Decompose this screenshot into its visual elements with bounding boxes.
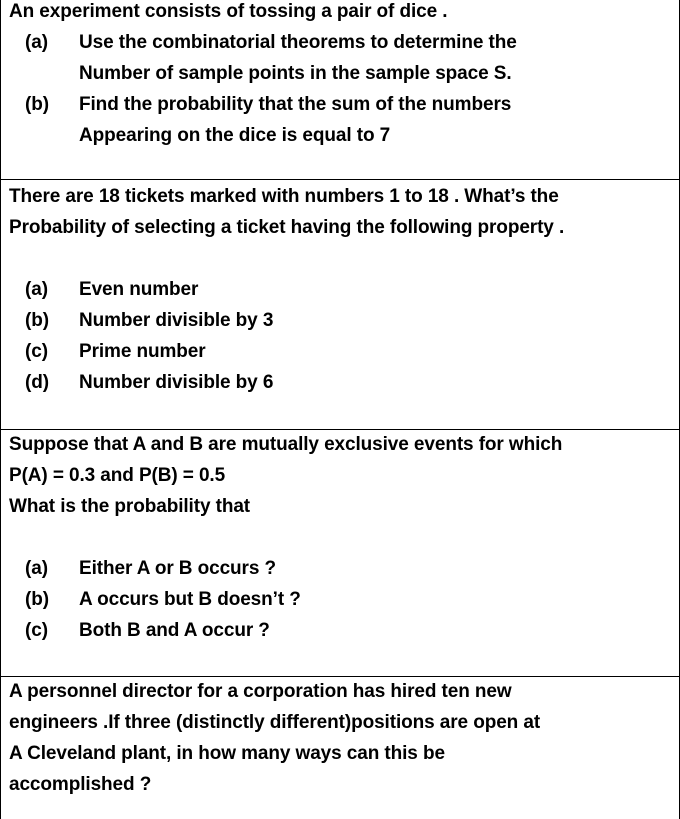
q2-intro-line1: There are 18 tickets marked with numbers 1 to 18 . What’s the [9,186,559,207]
q2-item-a-label: (a) [25,279,48,300]
q3-item-c-text: Both B and A occur ? [79,620,270,641]
q3-item-c-label: (c) [25,620,48,641]
q4-line1: A personnel director for a corporation has hired ten new [9,681,512,702]
q1-item-a-line1: Use the combinatorial theorems to determine the [79,32,517,53]
q2-item-b [25,306,273,337]
q2-item-c [25,337,206,368]
q1-item-b [25,90,511,121]
q2-item-b-label: (b) [25,310,49,331]
q3-item-b-text: A occurs but B doesn’t ? [79,589,301,610]
q2-intro-line2: Probability of selecting a ticket having the following property . [9,217,565,238]
q2-item-a [25,275,198,306]
q1-item-b-label: (b) [25,94,49,115]
q4-line3: A Cleveland plant, in how many ways can this be [9,743,445,764]
q3-item-a [25,554,276,585]
question-2 [1,180,679,430]
q1-item-b-line1: Find the probability that the sum of the numbers [79,94,512,115]
q2-item-a-text: Even number [79,279,199,300]
q3-item-a-label: (a) [25,558,48,579]
q3-item-b-label: (b) [25,589,49,610]
q2-item-b-text: Number divisible by 3 [79,310,274,331]
q1-item-b-line2: Appearing on the dice is equal to 7 [79,125,391,146]
q2-item-d [25,368,273,399]
q4-line4: accomplished ? [9,774,152,795]
q1-item-a-label: (a) [25,32,48,53]
q3-item-b [25,585,301,616]
question-1 [1,0,679,180]
q2-item-d-text: Number divisible by 6 [79,372,274,393]
q2-item-c-text: Prime number [79,341,206,362]
q1-item-a-line2: Number of sample points in the sample space S. [79,63,512,84]
q1-item-a [25,28,517,59]
question-3 [1,430,679,677]
q3-intro-line1: Suppose that A and B are mutually exclusive events for which [9,434,563,455]
q3-intro-line2: P(A) = 0.3 and P(B) = 0.5 [9,465,226,486]
q3-intro-line3: What is the probability that [9,496,251,517]
q4-line2: engineers .If three (distinctly different)positions are open at [9,712,541,733]
q2-item-d-label: (d) [25,372,49,393]
q3-item-a-text: Either A or B occurs ? [79,558,276,579]
q3-item-c [25,616,270,647]
q2-item-c-label: (c) [25,341,48,362]
q1-intro: An experiment consists of tossing a pair of dice . [9,1,448,22]
question-4 [1,677,679,819]
